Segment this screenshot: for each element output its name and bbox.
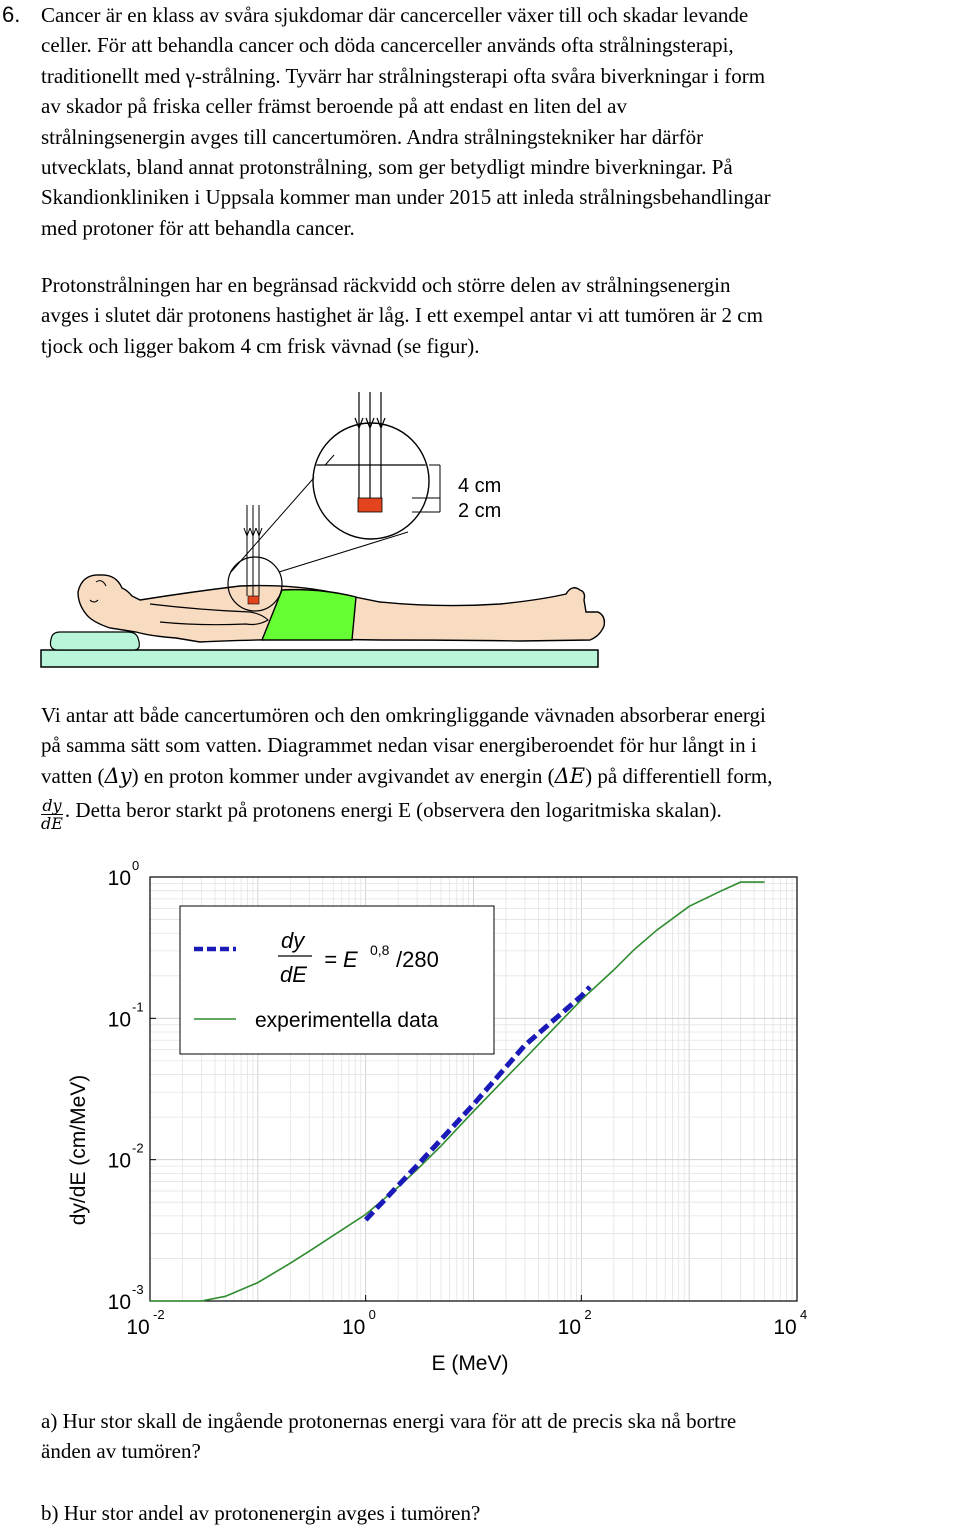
treatment-table: [41, 650, 598, 667]
range-line: avges i slutet där protonens hastighet är låg. I ett exempel antar vi att tumören är 2 cm: [41, 303, 763, 328]
intro-line: av skador på friska celler främst beroende på att endast en liten del av: [41, 94, 628, 119]
x-tick-label: 10: [557, 1316, 582, 1339]
x-tick-exponent: 0: [368, 1307, 376, 1322]
intro-line: celler. För att behandla cancer och döda cancerceller används ofta strålningsterapi,: [41, 33, 734, 58]
y-tick-label: 10: [107, 867, 131, 890]
legend-formula-rhs: = E: [324, 947, 358, 972]
intro-line: Cancer är en klass av svåra sjukdomar där cancerceller växer till och skadar levande: [41, 3, 749, 27]
patient-illustration: [0, 385, 960, 675]
x-tick-label: 10: [341, 1316, 366, 1339]
range-line: Protonstrålningen har en begränsad räckvidd och större delen av strålningsenergin: [41, 273, 731, 297]
legend-formula-den: dE: [280, 962, 307, 987]
tumor-small: [248, 596, 259, 604]
x-tick-label: 10: [773, 1316, 797, 1339]
legend-formula-tail: /280: [396, 947, 439, 972]
x-tick-exponent: -2: [153, 1307, 165, 1322]
delta-y-symbol: Δy: [104, 763, 132, 788]
question-a-line: a) Hur stor skall de ingående protonernas energi vara för att de precis ska nå bortre: [41, 1409, 737, 1433]
x-axis-label: E (MeV): [431, 1352, 509, 1375]
stopping-power-chart: [0, 850, 960, 1390]
label-tissue-depth: 4 cm: [458, 475, 502, 497]
y-tick-exponent: -1: [132, 999, 144, 1015]
x-tick-exponent: 4: [800, 1307, 808, 1322]
intro-line: strålningsenergin avges till cancertumören. Andra strålningstekniker har därför: [41, 124, 704, 149]
y-axis-label: dy/dE (cm/MeV): [67, 1074, 90, 1226]
water-line: $\frac{dy}{dE}$ . Detta beror starkt på protonens energi E (observera den logaritmiska skalan).: [41, 796, 722, 834]
zoom-connector: [279, 532, 408, 572]
delta-e-symbol: ΔE: [554, 763, 586, 788]
x-tick-label: 10: [126, 1316, 150, 1339]
water-paragraph: [41, 700, 956, 832]
intro-paragraph: [41, 0, 956, 243]
question-a-line: änden av tumören?: [41, 1439, 201, 1464]
question-b-line: b) Hur stor andel av protonenergin avges i tumören?: [41, 1501, 481, 1525]
legend-formula-exp: 0,8: [370, 942, 390, 958]
legend-formula-num: dy: [281, 928, 305, 953]
tumor-large: [358, 498, 382, 512]
legend: [180, 906, 494, 1054]
water-line: på samma sätt som vatten. Diagrammet nedan visar energiberoendet för hur långt in i: [41, 733, 757, 758]
problem-number: 6.: [2, 2, 21, 27]
y-tick-exponent: -3: [132, 1282, 144, 1297]
y-tick-exponent: -2: [132, 1140, 144, 1156]
water-line: Vi antar att både cancertumören och den omkringliggande vävnaden absorberar energi: [41, 703, 766, 727]
pillow: [50, 632, 139, 650]
intro-line: med protoner för att behandla cancer.: [41, 215, 355, 240]
y-tick-exponent: 0: [132, 858, 140, 873]
water-line: vatten (Δy) en proton kommer under avgivandet av energin (ΔE) på differentiell form,: [41, 763, 773, 788]
intro-line: Skandionkliniken i Uppsala kommer man under 2015 att inleda strålningsbehandlingar: [41, 185, 771, 210]
y-tick-label: 10: [107, 1291, 131, 1314]
label-tumor-thickness: 2 cm: [458, 500, 502, 522]
intro-line: traditionellt med γ-strålning. Tyvärr har strålningsterapi ofta svåra biverkningar i form: [41, 63, 766, 88]
y-tick-label: 10: [107, 1008, 131, 1032]
question-b: [41, 1498, 956, 1528]
x-tick-exponent: 2: [584, 1307, 592, 1322]
y-tick-label: 10: [107, 1149, 131, 1173]
legend-data-label: experimentella data: [255, 1009, 439, 1032]
intro-line: utvecklats, bland annat protonstrålning, som ger betydligt mindre biverkningar. På: [41, 155, 733, 180]
range-paragraph: [41, 270, 956, 361]
question-a: [41, 1406, 956, 1467]
dy-de-fraction: $\frac{dy}{dE}$: [41, 796, 63, 834]
range-line: tjock och ligger bakom 4 cm frisk vävnad (se figur).: [41, 333, 480, 358]
